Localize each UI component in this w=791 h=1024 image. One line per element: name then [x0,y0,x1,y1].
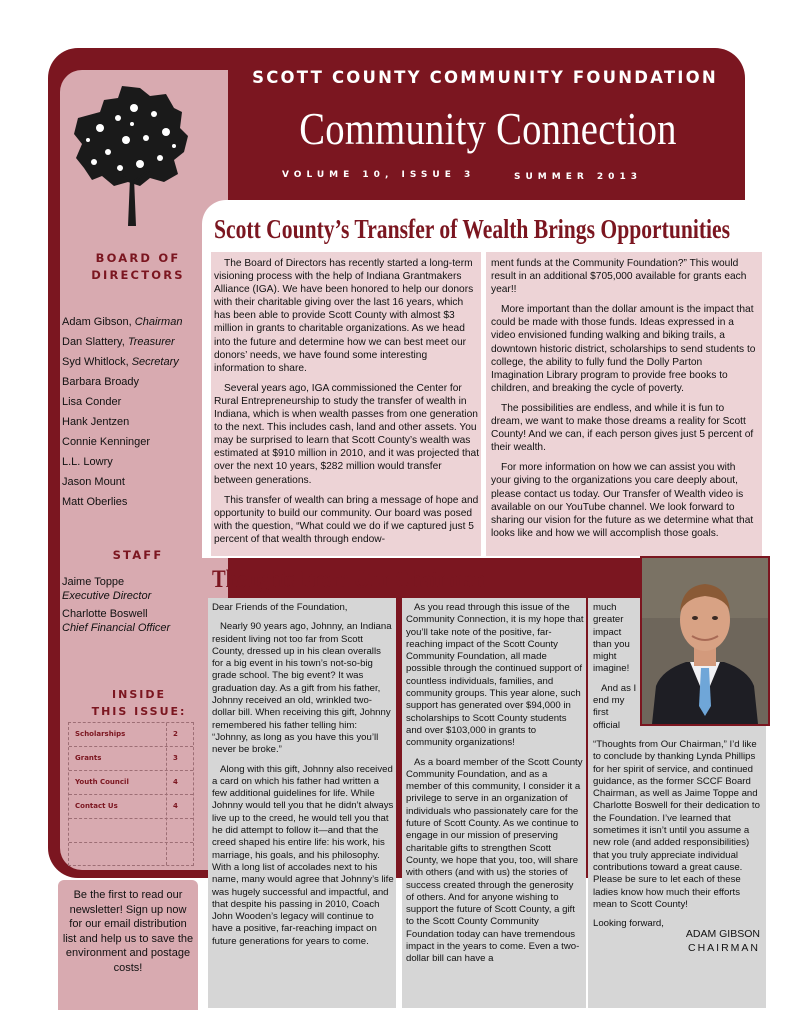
board-heading-line1: BOARD OF [95,251,181,265]
board-member: Jason Mount [62,476,125,488]
board-member: Matt Oberlies [62,496,128,508]
salutation: Dear Friends of the Foundation, [212,602,348,613]
issue-season: SUMMER 2013 [514,172,642,182]
volume-issue: VOLUME 10, ISSUE 3 [282,170,476,180]
toc-item[interactable]: Contact Us 4 [69,795,193,819]
inside-heading [74,686,204,720]
paragraph: This transfer of wealth can bring a message of hope and opportunity to build our community. Our board was posed with the question, “What could we do if we captured just 5 percent of that wealth through endow- [214,494,479,545]
paragraph: As you read through this issue of the Community Connection, it is my hope that you’ll take note of the positive, far-reaching impact of the Scott County Community Foundation, all made possible through the continued support of countless individuals, families, and community groups. This year alone, such support has generated over $94,000 in scholarships to Scott County students and over $103,000 in grants to community organizations! [406,602,584,749]
paragraph: Along with this gift, Johnny also received a card on which his father had written a few additional guidelines for life. While Johnny would tell you that he didn’t always live up to the creed, he would tell you that he did attempt to follow it—and that the creed shaped his entire life: his work, his marriage, his goals, and his philosophy. With a long list of accolades next to his name, many would agree that Johnny’s life was hugely successful and impactful, and that despite his passing in 2010, Coach John Wooden’s legacy will continue to have a positive, far-reaching impact on future generations for years to come. [212,763,394,947]
staff-name: Charlotte Boswell [62,608,148,620]
board-member: Dan Slattery, Treasurer [62,336,175,348]
toc-item[interactable]: Scholarships 2 [69,723,193,747]
paragraph: As a board member of the Scott County Community Foundation, and as a member of this community, I consider it a privilege to serve in an organization of individuals who passionately care for the future of Scott County. As we continue to engage in our mission of preserving charitable gifts to strengthen Scott County, we hope that you, too, will share with others (and with us) the stories of success created through the generosity of others. And for anyone wishing to support the future of Scott County, a gift to the Scott County Community Foundation today can have tremendous impact in the years to come. Even a two-dollar bill can have a [406,756,583,965]
board-member: Hank Jentzen [62,416,130,428]
article-column [406,602,584,973]
article-title: Scott County’s Transfer of Wealth Brings Opportunities [214,214,731,244]
newsletter-signup-text: Be the first to read our newsletter! Sign up now for our email distribution list and help us to save the environment and postage costs! [62,889,194,974]
paragraph: For more information on how we can assist you with your giving to the organizations you care deeply about, please contact us today. Our Transfer of Wealth video is available on our YouTube channel. We look forward to sharing our vision for the future as we determine what that looks like and how we will accomplish those goals. [491,462,754,539]
article-column [593,739,763,937]
board-heading-line2: DIRECTORS [91,268,185,282]
closing: Looking forward, [593,918,664,930]
board-member: Connie Kenninger [62,436,151,448]
staff-role: Executive Director [62,590,152,602]
board-member: Lisa Conder [62,396,122,408]
newsletter-title: Community Connection [299,103,677,154]
paragraph: Nearly 90 years ago, Johnny, an Indiana resident living not too far from Scott County, dressed up in his clean overalls for a big event in his town’s not-so-big grade school. The big event? It was graduation day. As a gift from his father, Johnny received an old, wrinkled two-dollar bill. When receiving this gift, Johnny remembered his father telling him: “Johnny, as long as you have this you’ll never be broke.” [212,621,392,756]
paragraph: More important than the dollar amount is the impact that could be made with those funds. Ideas expressed in a video envisioned funding walking and biking trails, a downtown historic district, scholarships to send students to college, the ability to fully fund the Dolly Parton Imagination Library program to provide free books to children, and breaking the cycle of poverty. [491,304,756,394]
paragraph: The Board of Directors has recently started a long-term visioning process with the help of Indiana Grantmakers Alliance (IGA). We have been honored to help our donors with their charitable giving over the last 16 years, which has been able to provide Scott County with almost $3 million in grants to charitable organizations. As we head into the future and determine how we can best meet our donors’ needs, we have found some interesting information to share. [214,258,474,374]
article-title: Thoughts From Our Chairman [212,566,486,593]
paragraph: Several years ago, IGA commissioned the Center for Rural Entrepreneurship to study the transfer of wealth in Indiana, which is when wealth passes from one generation to the next. This includes cash, land and other assets. You may be surprised to learn that Scott County’s wealth was estimated at $910 million in 2010, and it was projected that over the next 10 years, $282 million would transfer between generations. [214,382,480,486]
inside-heading-line2: THIS ISSUE: [91,705,187,718]
article-column [212,602,394,955]
paragraph: And as I end my first official [593,682,637,731]
toc-item[interactable]: Grants 3 [69,747,193,771]
table-of-contents [68,722,194,866]
signature-name: ADAM GIBSON [685,928,760,940]
paragraph: much greater impact than you might imagine! [593,602,630,675]
board-member: Barbara Broady [62,376,140,388]
board-member: Adam Gibson, Chairman [62,316,183,328]
paragraph: “Thoughts from Our Chairman,” I’d like to conclude by thanking Lynda Phillips for her spirit of service, and continued guidance, as the former SCCF Board Chairman, as well as Jaime Toppe and Charlotte Boswell for their dedication to the Foundation. I’ve learned that sometimes it isn’t until you assume a new role (and added responsibilities) that you truly appreciate individual contributions toward a great cause. Please be sure to let each of these ladies know how much their efforts mean to Scott County! [593,739,760,910]
staff-heading: STAFF [112,548,164,562]
paragraph: The possibilities are endless, and while it is fun to dream, we want to make those dreams a reality for Scott County! And we can, if each person gives just 5 percent of their wealth. [491,402,754,454]
signature-title: CHAIRMAN [687,942,760,954]
article-column [214,257,480,553]
board-heading [66,250,210,284]
staff-role: Chief Financial Officer [62,622,171,634]
board-member: Syd Whitlock, Secretary [62,356,179,368]
organization-name: SCOTT COUNTY COMMUNITY FOUNDATION [252,68,718,87]
chairman-photo [640,556,770,726]
paragraph: ment funds at the Community Foundation?” This would result in an additional $705,000 available for grants each year!! [491,258,747,296]
toc-empty-row [69,819,193,843]
article-column-wrap [593,602,637,739]
inside-heading-line1: INSIDE [112,688,166,701]
toc-item[interactable]: Youth Council 4 [69,771,193,795]
board-member: L.L. Lowry [62,456,113,468]
article-column [491,257,757,547]
tree-icon [70,78,195,233]
staff-name: Jaime Toppe [62,576,125,588]
